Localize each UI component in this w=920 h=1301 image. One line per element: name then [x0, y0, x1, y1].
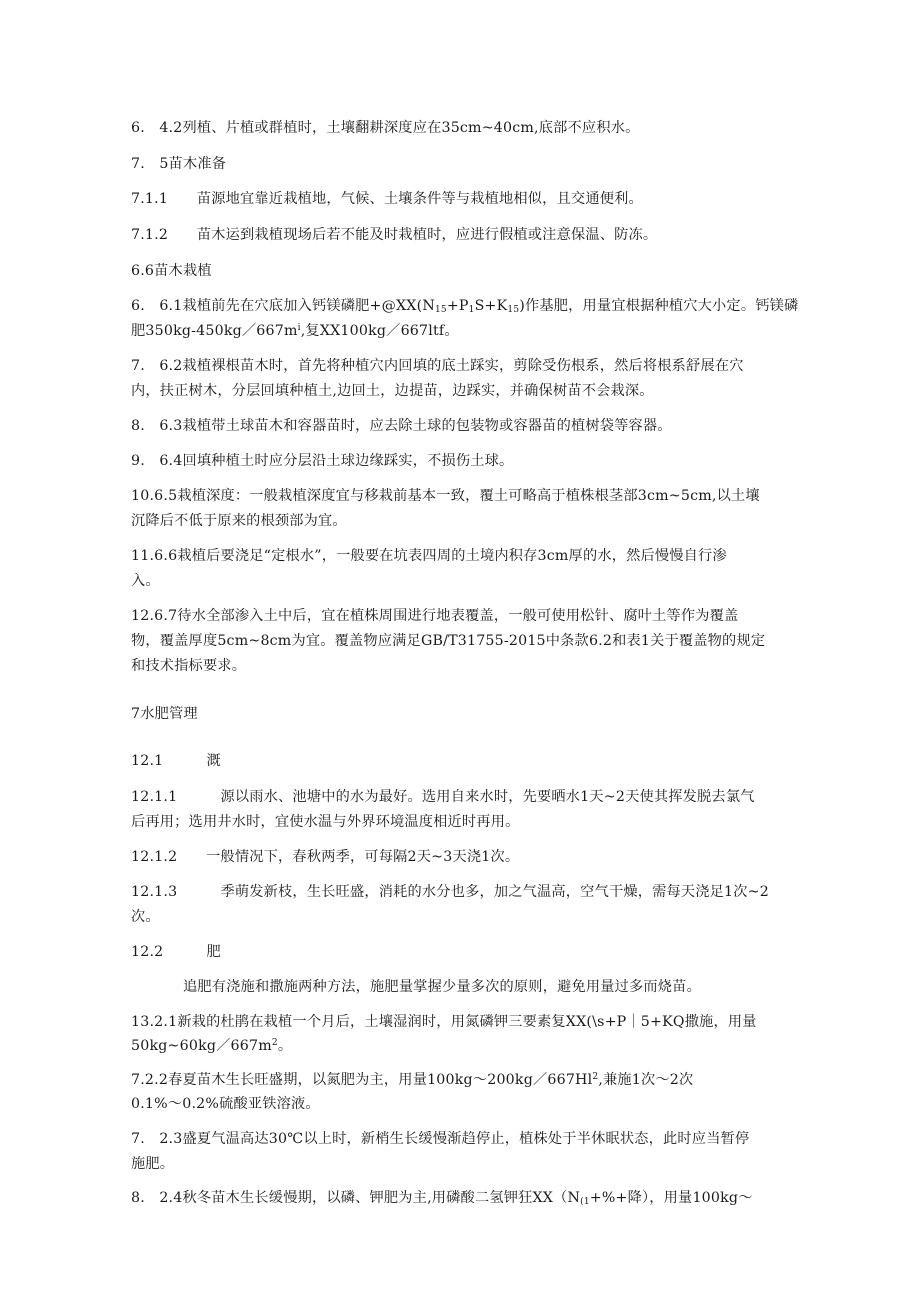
clause-6-6-1: 6. 6.1栽植前先在穴底加入钙镁磷肥$+@XX(N_{15}+P_1S+K_{15})$作基肥，用量宜根据种植穴大小定。钙镁磷	[131, 298, 799, 315]
clause-6-6-1-cont: 肥$350kg-450kg/667m^i$,复XX100kg／667ltf。	[131, 323, 459, 339]
clause-6-6-5-cont: 沉降后不低于原来的根颈部为宜。	[131, 513, 347, 529]
clause-6-4-2: 6. 4.2列植、片植或群植时，土壤翻耕深度应在35cm~40cm,底部不应积水。	[131, 120, 640, 136]
clause-7-2-2: 7.2.2春夏苗木生长旺盛期，以氮肥为主，用量100kg～200kg／667Hl$^2$,兼施1次～2次	[131, 1072, 694, 1088]
heading-7-water-fertilizer: 7水肥管理	[131, 706, 198, 722]
clause-6-6-6: 11.6.6栽植后要浇足“定根水”，一般要在坑表四周的土境内积存3cm厚的水，然后慢慢自行渗	[131, 548, 727, 564]
clause-6-6-6-cont: 入。	[131, 573, 160, 589]
clause-8-2-4: 8. 2.4秋冬苗木生长缓慢期，以磷、钾肥为主,用磷酸二氢钾狂$XX(N_{(1}+\%+$降），用量100kg～	[131, 1190, 753, 1207]
clause-6-6-3: 8. 6.3栽植带土球苗木和容器苗时，应去除土球的包装物或容器苗的植树袋等容器。	[131, 418, 672, 434]
clause-7-2-3: 7. 2.3盛夏气温高达30℃以上时，新梢生长缓慢渐趋停止，植株处于半休眠状态，此时应当暂停	[131, 1131, 750, 1147]
clause-6-6-2: 7. 6.2栽植裸根苗木时，首先将种植穴内回填的底土踩实，剪除受伤根系，然后将根系舒展在穴	[131, 358, 744, 374]
clause-6-6-7-cont1: 物，覆盖厚度5cm~8cm为宜。覆盖物应满足GB/T31755-2015中条款6.2和表1关于覆盖物的规定	[131, 633, 766, 649]
clause-6-6-4: 9. 6.4回填种植土时应分层沿土球边缘踩实，不损伤土球。	[131, 453, 514, 469]
clause-13-2-1: 13.2.1新栽的杜鹃在栽植一个月后，土壤湿润时，用氮磷钾三要素复XX(\s+P｜5+KQ撒施，用量	[131, 1014, 757, 1030]
fertilizer-intro: 追肥有浇施和撒施两种方法，施肥量掌握少量多次的原则，避免用量过多而烧苗。	[183, 979, 701, 995]
clause-7-1-1: 7.1.1 苗源地宜靠近栽植地，气候、土壤条件等与栽植地相似，且交通便利。	[131, 191, 643, 207]
heading-12-1: 12.1 溉	[131, 753, 221, 769]
clause-6-6-5: 10.6.5栽植深度：一般栽植深度宜与移栽前基本一致，覆土可略高于植株根茎部3cm~5cm,以土壤	[131, 488, 760, 504]
clause-6-6-7-cont2: 和技术指标要求。	[131, 658, 247, 674]
heading-12-2: 12.2 肥	[131, 944, 221, 960]
clause-12-1-3: 12.1.3 季萌发新枝，生长旺盛，消耗的水分也多，加之气温高，空气干燥，需每天浇足1次~2	[131, 884, 769, 900]
clause-7-2-2-cont: 0.1%～0.2%硫酸亚铁溶液。	[131, 1096, 320, 1112]
clause-12-1-1: 12.1.1 源以雨水、池塘中的水为最好。选用自来水时，先要晒水1天~2天使其挥发脱去氯气	[131, 789, 755, 805]
clause-7-1-2: 7.1.2 苗木运到栽植现场后若不能及时栽植时，应进行假植或注意保温、防冻。	[131, 227, 658, 243]
clause-13-2-1-cont: $50kg\sim 60kg/667m^2$。	[131, 1038, 293, 1054]
clause-7-2-3-cont: 施肥。	[131, 1156, 175, 1172]
clause-12-1-2: 12.1.2 一般情况下，春秋两季，可每隔2天~3天浇1次。	[131, 849, 520, 865]
clause-12-1-3-cont: 次。	[131, 909, 160, 925]
heading-6-6: 6.6苗木栽植	[131, 263, 212, 279]
clause-6-6-7: 12.6.7待水全部渗入土中后，宜在植株周围进行地表覆盖，一般可使用松针、腐叶土等作为覆盖	[131, 608, 739, 624]
clause-12-1-1-cont: 后再用；选用井水时，宜使水温与外界环境温度相近时再用。	[131, 814, 520, 830]
clause-6-6-2-cont: 内，扶正树木，分层回填种植土,边回土，边提苗，边踩实，并确保树苗不会栽深。	[131, 383, 654, 399]
heading-7-5: 7. 5苗木准备	[131, 156, 227, 172]
